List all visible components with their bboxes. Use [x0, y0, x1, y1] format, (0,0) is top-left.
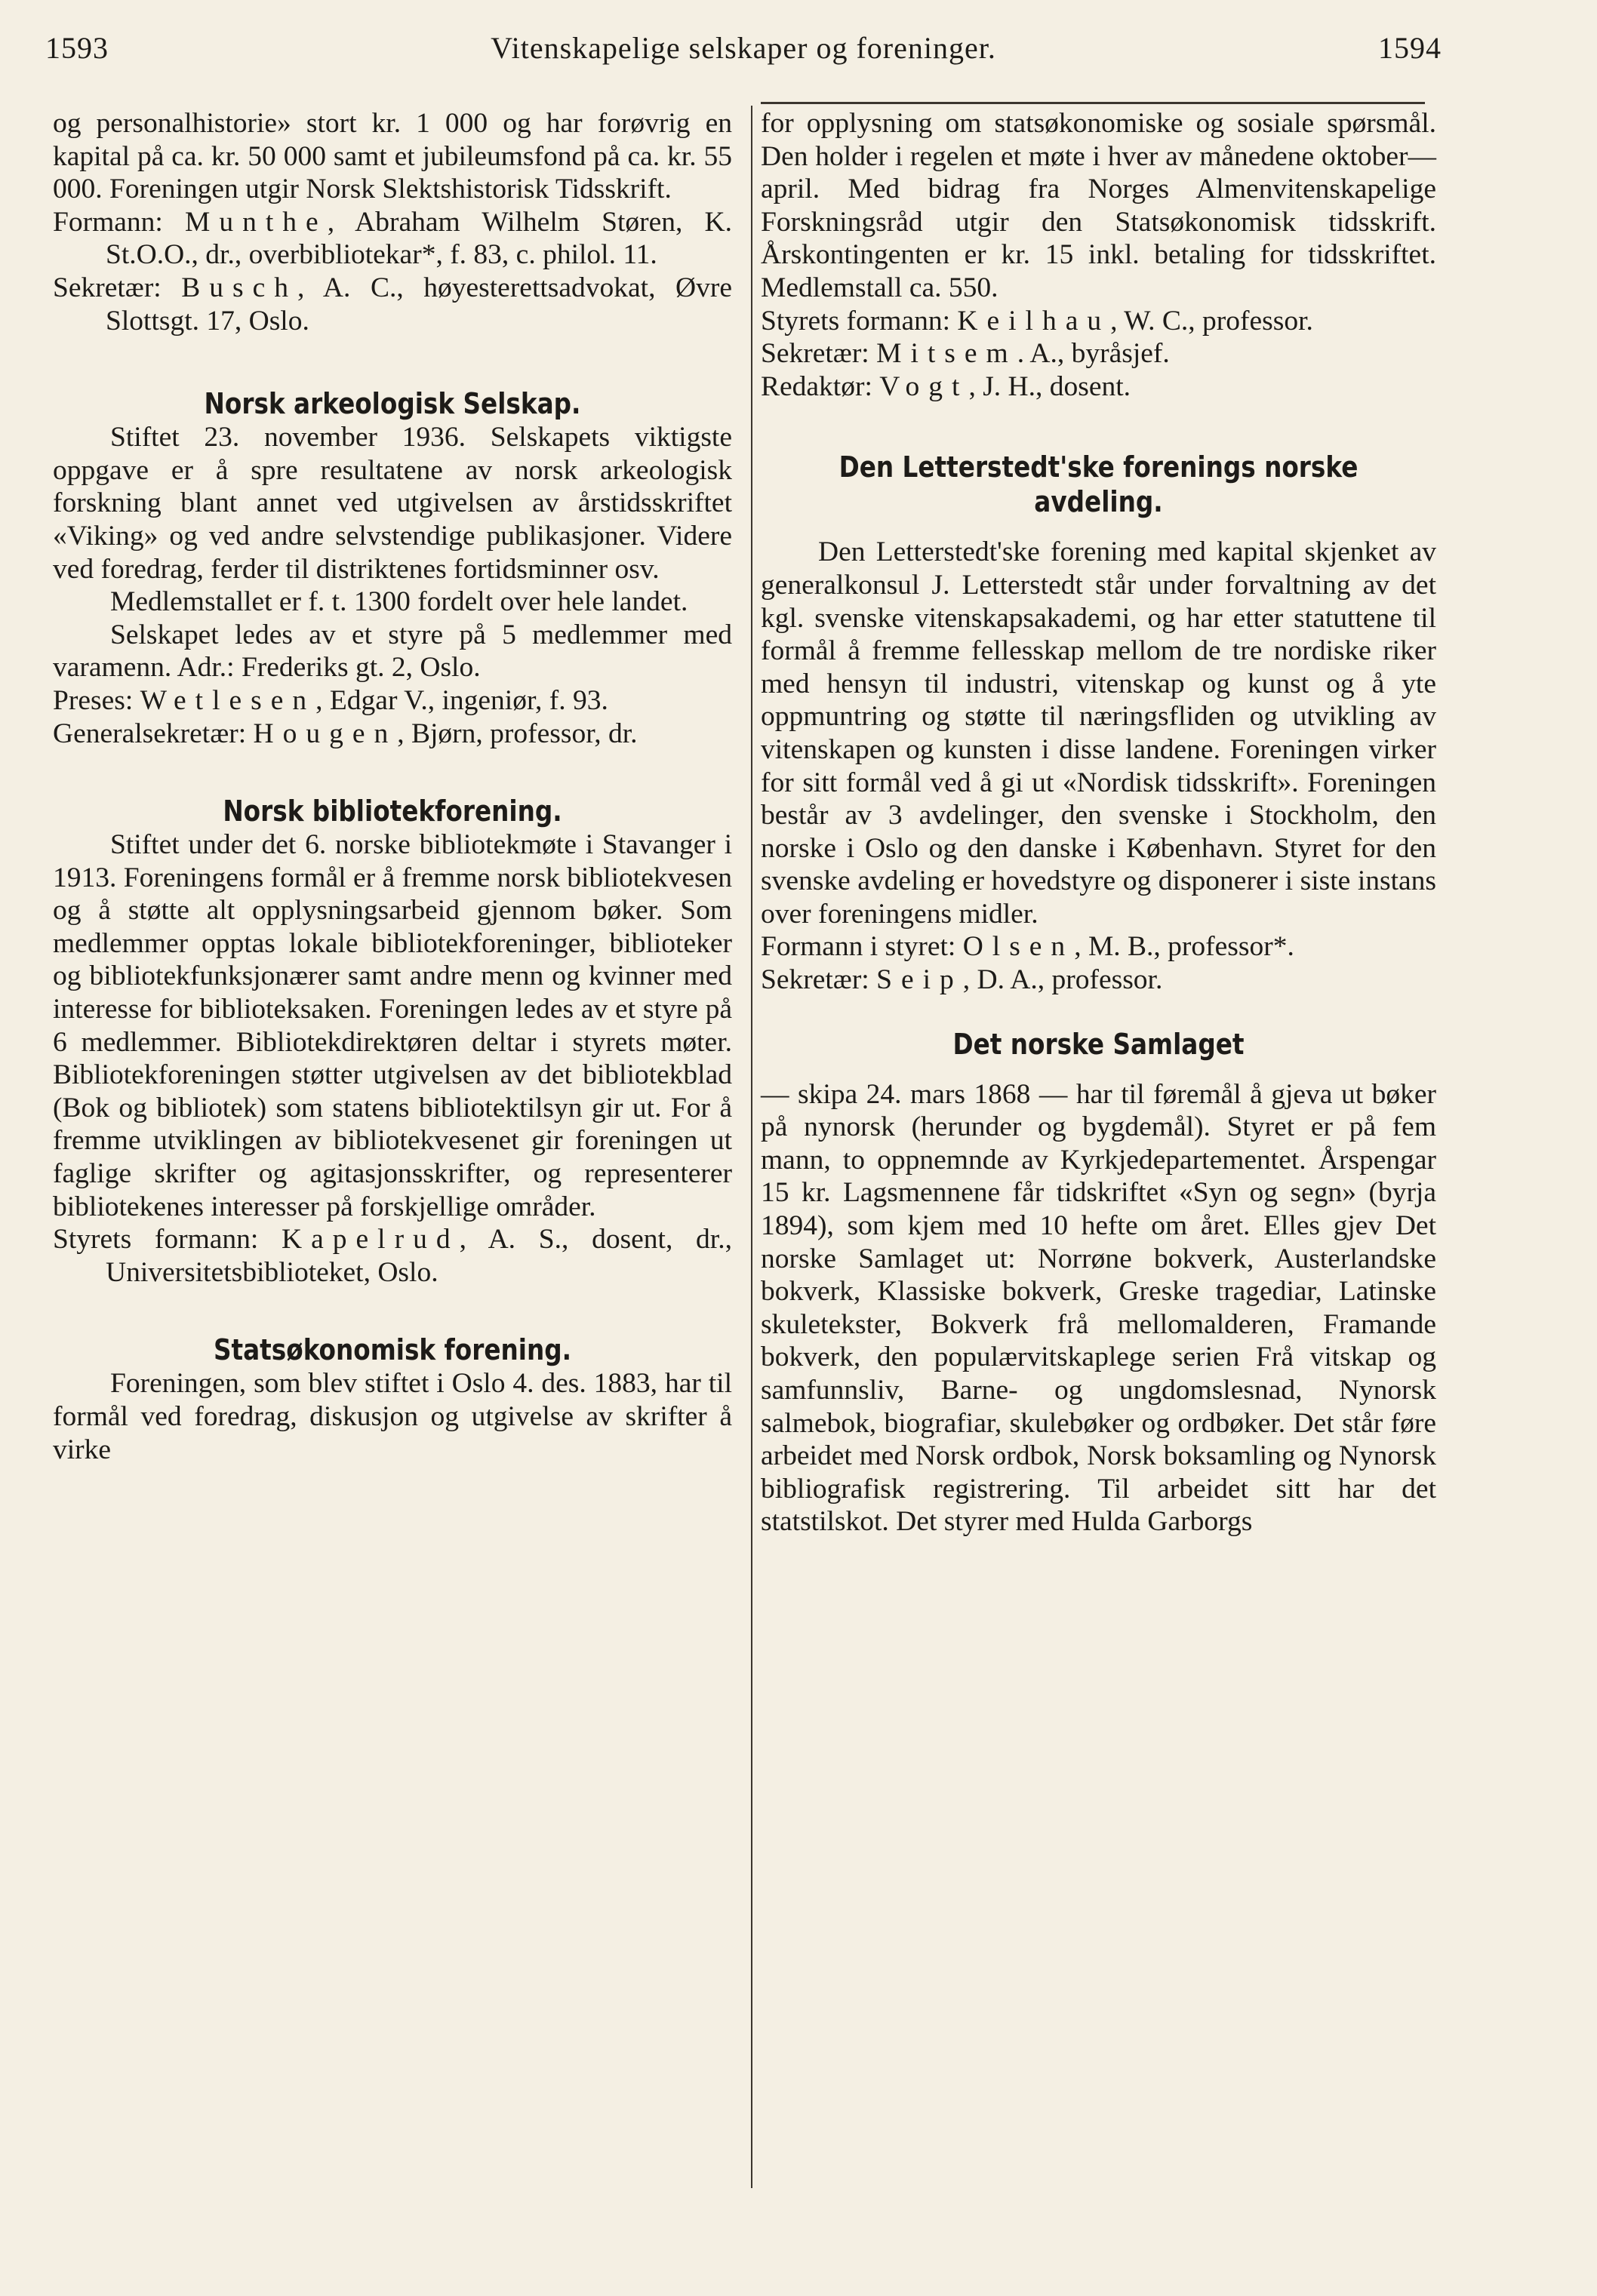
- stats-redaktor: Redaktør: Vogt, J. H., dosent.: [761, 370, 1131, 402]
- stats-sekretaer: Sekretær: Mitsem. A., byråsjef.: [761, 338, 1170, 370]
- arkeologisk-paragraph-1: Stiftet 23. november 1936. Selskapets viktigste oppgave er å spre resultatene av norsk arkeologisk forskning blant annet ved utgivelsen av årstidsskriftet «Viking» og ved andre selvstendige publikasjoner. Videre ved foredrag, ferder til distriktenes fortidsminner osv.: [53, 422, 732, 585]
- arkeologisk-paragraph-3: Selskapet ledes av et styre på 5 medlemmer med varamenn. Adr.: Frederiks gt. 2, Oslo.: [53, 619, 732, 684]
- heading-statsokonomisk-forening: Statsøkonomisk forening.: [213, 1333, 572, 1367]
- stats-paragraph: Foreningen, som blev stiftet i Oslo 4. des. 1883, har til formål ved foredrag, diskusjon og utgivelse av skrifter å virke: [53, 1368, 732, 1465]
- heading-norsk-arkeologisk-selskap: Norsk arkeologisk Selskap.: [204, 387, 581, 421]
- column-divider: [751, 106, 752, 2188]
- heading-norsk-bibliotekforening: Norsk bibliotekforening.: [223, 795, 562, 828]
- right-column: [761, 107, 1436, 1538]
- left-column: [53, 107, 732, 1466]
- page-number-right: 1594: [1378, 31, 1442, 65]
- running-title: Vitenskapelige selskaper og foreninger.: [491, 31, 996, 65]
- heading-letterstedtske-forening: Den Letterstedt'ske forenings norske avdeling.: [839, 450, 1359, 519]
- running-header: [45, 30, 1442, 91]
- letterstedt-formann: Formann i styret: Olsen, M. B., professor*.: [761, 931, 1294, 963]
- right-column-top-rule: [761, 102, 1425, 104]
- stats-continued-paragraph: for opplysning om statsøkonomiske og sosiale spørsmål. Den holder i regelen et møte i hver av månedene oktober—april. Med bidrag fra Norges Almenvitenskapelige Forskningsråd utgir den Statsøkonomisk tidsskrift. Årskontingenten er kr. 15 inkl. betaling for tidsskriftet. Medlemstall ca. 550.: [761, 108, 1436, 303]
- heading-det-norske-samlaget: Det norske Samlaget: [952, 1027, 1245, 1061]
- letterstedt-paragraph: Den Letterstedt'ske forening med kapital skjenket av generalkonsul J. Letterstedt står under forvaltning av det kgl. svenske vitenskapsakademi, og har etter statuttene til formål å fremme fellesskap mellom de tre nordiske riker med hensyn til industri, vitenskap og kunst og å yte oppmuntring og støtte til næringsfliden og utvikling av vitenskapen og kunsten i disse landene. Foreningen virker for sitt formål ved å gi ut «Nordisk tidsskrift». Foreningen består av 3 avdelinger, den svenske i Stockholm, den norske i Oslo og den danske i København. Styret for den svenske avdeling er hovedstyre og disponerer i siste instans over foreningens midler.: [761, 536, 1436, 930]
- intro-sekretaer: Sekretær: Busch, A. C., høyesterettsadvokat, Øvre Slottsgt. 17, Oslo.: [53, 272, 732, 337]
- letterstedt-sekretaer: Sekretær: Seip, D. A., professor.: [761, 964, 1163, 996]
- intro-formann: Formann: Munthe, Abraham Wilhelm Støren, K. St.O.O., dr., overbibliotekar*, f. 83, c. philol. 11.: [53, 206, 733, 271]
- stray-mark: [761, 997, 1436, 1027]
- bibliotek-formann: Styrets formann: Kapelrud, A. S., dosent, dr., Universitetsbiblioteket, Oslo.: [53, 1224, 732, 1288]
- samlaget-paragraph: — skipa 24. mars 1868 — har til føremål å gjeva ut bøker på nynorsk (herunder og bygdemål). Styret er på fem mann, to oppnemnde av Kyrkjedepartementet. Årspengar 15 kr. Lagsmennene får tidskriftet «Syn og segn» (byrja 1894), som kjem med 10 hefte om året. Elles gjev Det norske Samlaget ut: Norrøne bokverk, Austerlandske bokverk, Klassiske bokverk, Greske tragediar, Latinske skuletekster, Bokverk frå mellomalderen, Framande bokverk, den populærvitskaplege serien Frå vitskap og samfunnsliv, Barne- og ungdomslesnad, Nynorsk salmebok, biografiar, skulebøker og ordbøker. Det står føre arbeidet med Norsk ordbok, Norsk boksamling og Nynorsk bibliografisk registrering. Til arbeidet sitt har det statstilskot. Det styrer med Hulda Garborgs: [761, 1078, 1436, 1538]
- arkeologisk-paragraph-2: Medlemstallet er f. t. 1300 fordelt over hele landet.: [110, 586, 688, 618]
- arkeologisk-generalsekretaer: Generalsekretær: Hougen, Bjørn, professor, dr.: [53, 718, 638, 749]
- arkeologisk-preses: Preses: Wetlesen, Edgar V., ingeniør, f. 93.: [53, 684, 608, 716]
- page-number-left: 1593: [45, 31, 109, 65]
- intro-paragraph: og personalhistorie» stort kr. 1 000 og har forøvrig en kapital på ca. kr. 50 000 samt et jubileumsfond på ca. kr. 55 000. Foreningen utgir Norsk Slektshistorisk Tidsskrift.: [53, 108, 732, 205]
- bibliotek-paragraph: Stiftet under det 6. norske bibliotekmøte i Stavanger i 1913. Foreningens formål er å fremme norsk bibliotekvesen og å støtte alt opplysningsarbeid gjennom bøker. Som medlemmer opptas lokale bibliotekforeninger, biblioteker og bibliotekfunksjonærer samt andre menn og kvinner med interesse for biblioteksaken. Foreningen ledes av et styre på 6 medlemmer. Bibliotekdirektøren deltar i styrets møter. Bibliotekforeningen støtter utgivelsen av det bibliotekblad (Bok og bibliotek) som statens bibliotektilsyn gir ut. For å fremme utviklingen av bibliotekvesenet gir foreningen ut faglige skrifter og agitasjonsskrifter, og representerer bibliotekenes interesser på forskjellige områder.: [53, 829, 732, 1222]
- stats-formann: Styrets formann: Keilhau, W. C., professor.: [761, 305, 1313, 337]
